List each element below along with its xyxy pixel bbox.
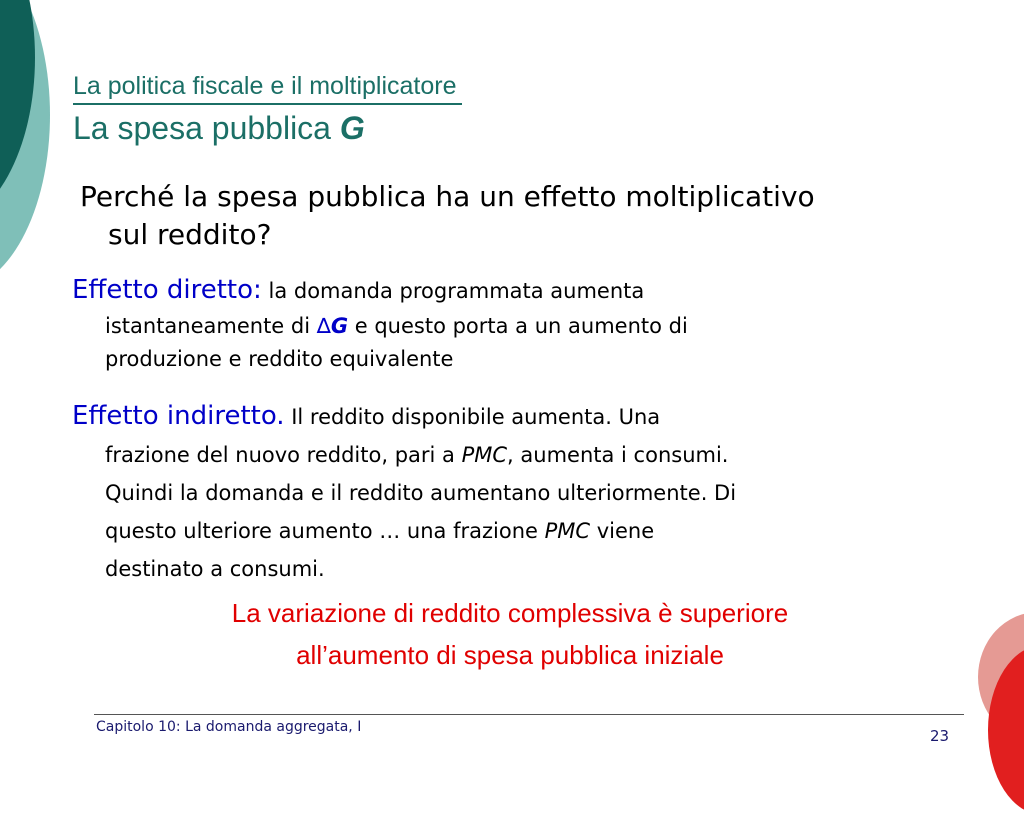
indirect-effect-line-4 [72,512,992,550]
indirect-effect-text-4b: viene [590,519,655,543]
question-line-2: sul reddito? [108,218,272,251]
direct-effect-paragraph [72,273,992,374]
subtitle-symbol-g: G [339,110,365,146]
indirect-effect-period: . [276,401,285,431]
direct-effect-text-1: la domanda programmata aumenta [261,279,645,303]
title-underline [73,103,462,105]
conclusion [100,592,920,676]
indirect-effect-heading: Effetto indiretto [72,401,277,431]
direct-effect-line-2 [72,309,992,344]
page-number: 23 [930,727,950,745]
g-symbol: G [330,314,349,338]
footer-divider [94,714,964,715]
direct-effect-text-2a: istantaneamente di [105,314,317,338]
conclusion-line-1: La variazione di reddito complessiva è superiore [231,598,789,628]
slide-subtitle [73,110,365,147]
question-paragraph [80,178,1000,254]
conclusion-line-2: all’aumento di spesa pubblica iniziale [296,640,724,670]
direct-effect-colon: : [253,275,262,305]
footer-chapter: Capitolo 10: La domanda aggregata, I [96,719,362,735]
indirect-effect-text-2b: , aumenta i consumi. [507,443,729,467]
direct-effect-heading: Effetto diretto [72,275,254,305]
direct-effect-text-2b: e questo porta a un aumento di [348,314,688,338]
question-line-1: Perché la spesa pubblica ha un effetto moltiplicativo [80,180,815,213]
indirect-effect-line-3: Quindi la domanda e il reddito aumentano ulteriormente. Di [105,481,737,505]
indirect-effect-line-1 [72,397,992,436]
slide-title: La politica fiscale e il moltiplicatore [73,72,457,100]
pmc-term: PMC [461,443,508,467]
pmc-term-2: PMC [544,519,591,543]
indirect-effect-text-1: Il reddito disponibile aumenta. Una [284,405,661,429]
delta-symbol: ∆ [316,314,331,338]
direct-effect-line-1 [72,273,992,309]
indirect-effect-line-5: destinato a consumi. [105,557,325,581]
indirect-effect-line-2 [72,436,992,474]
direct-effect-line-3: produzione e reddito equivalente [105,347,454,371]
indirect-effect-paragraph [72,397,992,588]
subtitle-text: La spesa pubblica [73,110,340,146]
indirect-effect-text-4a: questo ulteriore aumento … una frazione [105,519,545,543]
indirect-effect-text-2a: frazione del nuovo reddito, pari a [105,443,462,467]
